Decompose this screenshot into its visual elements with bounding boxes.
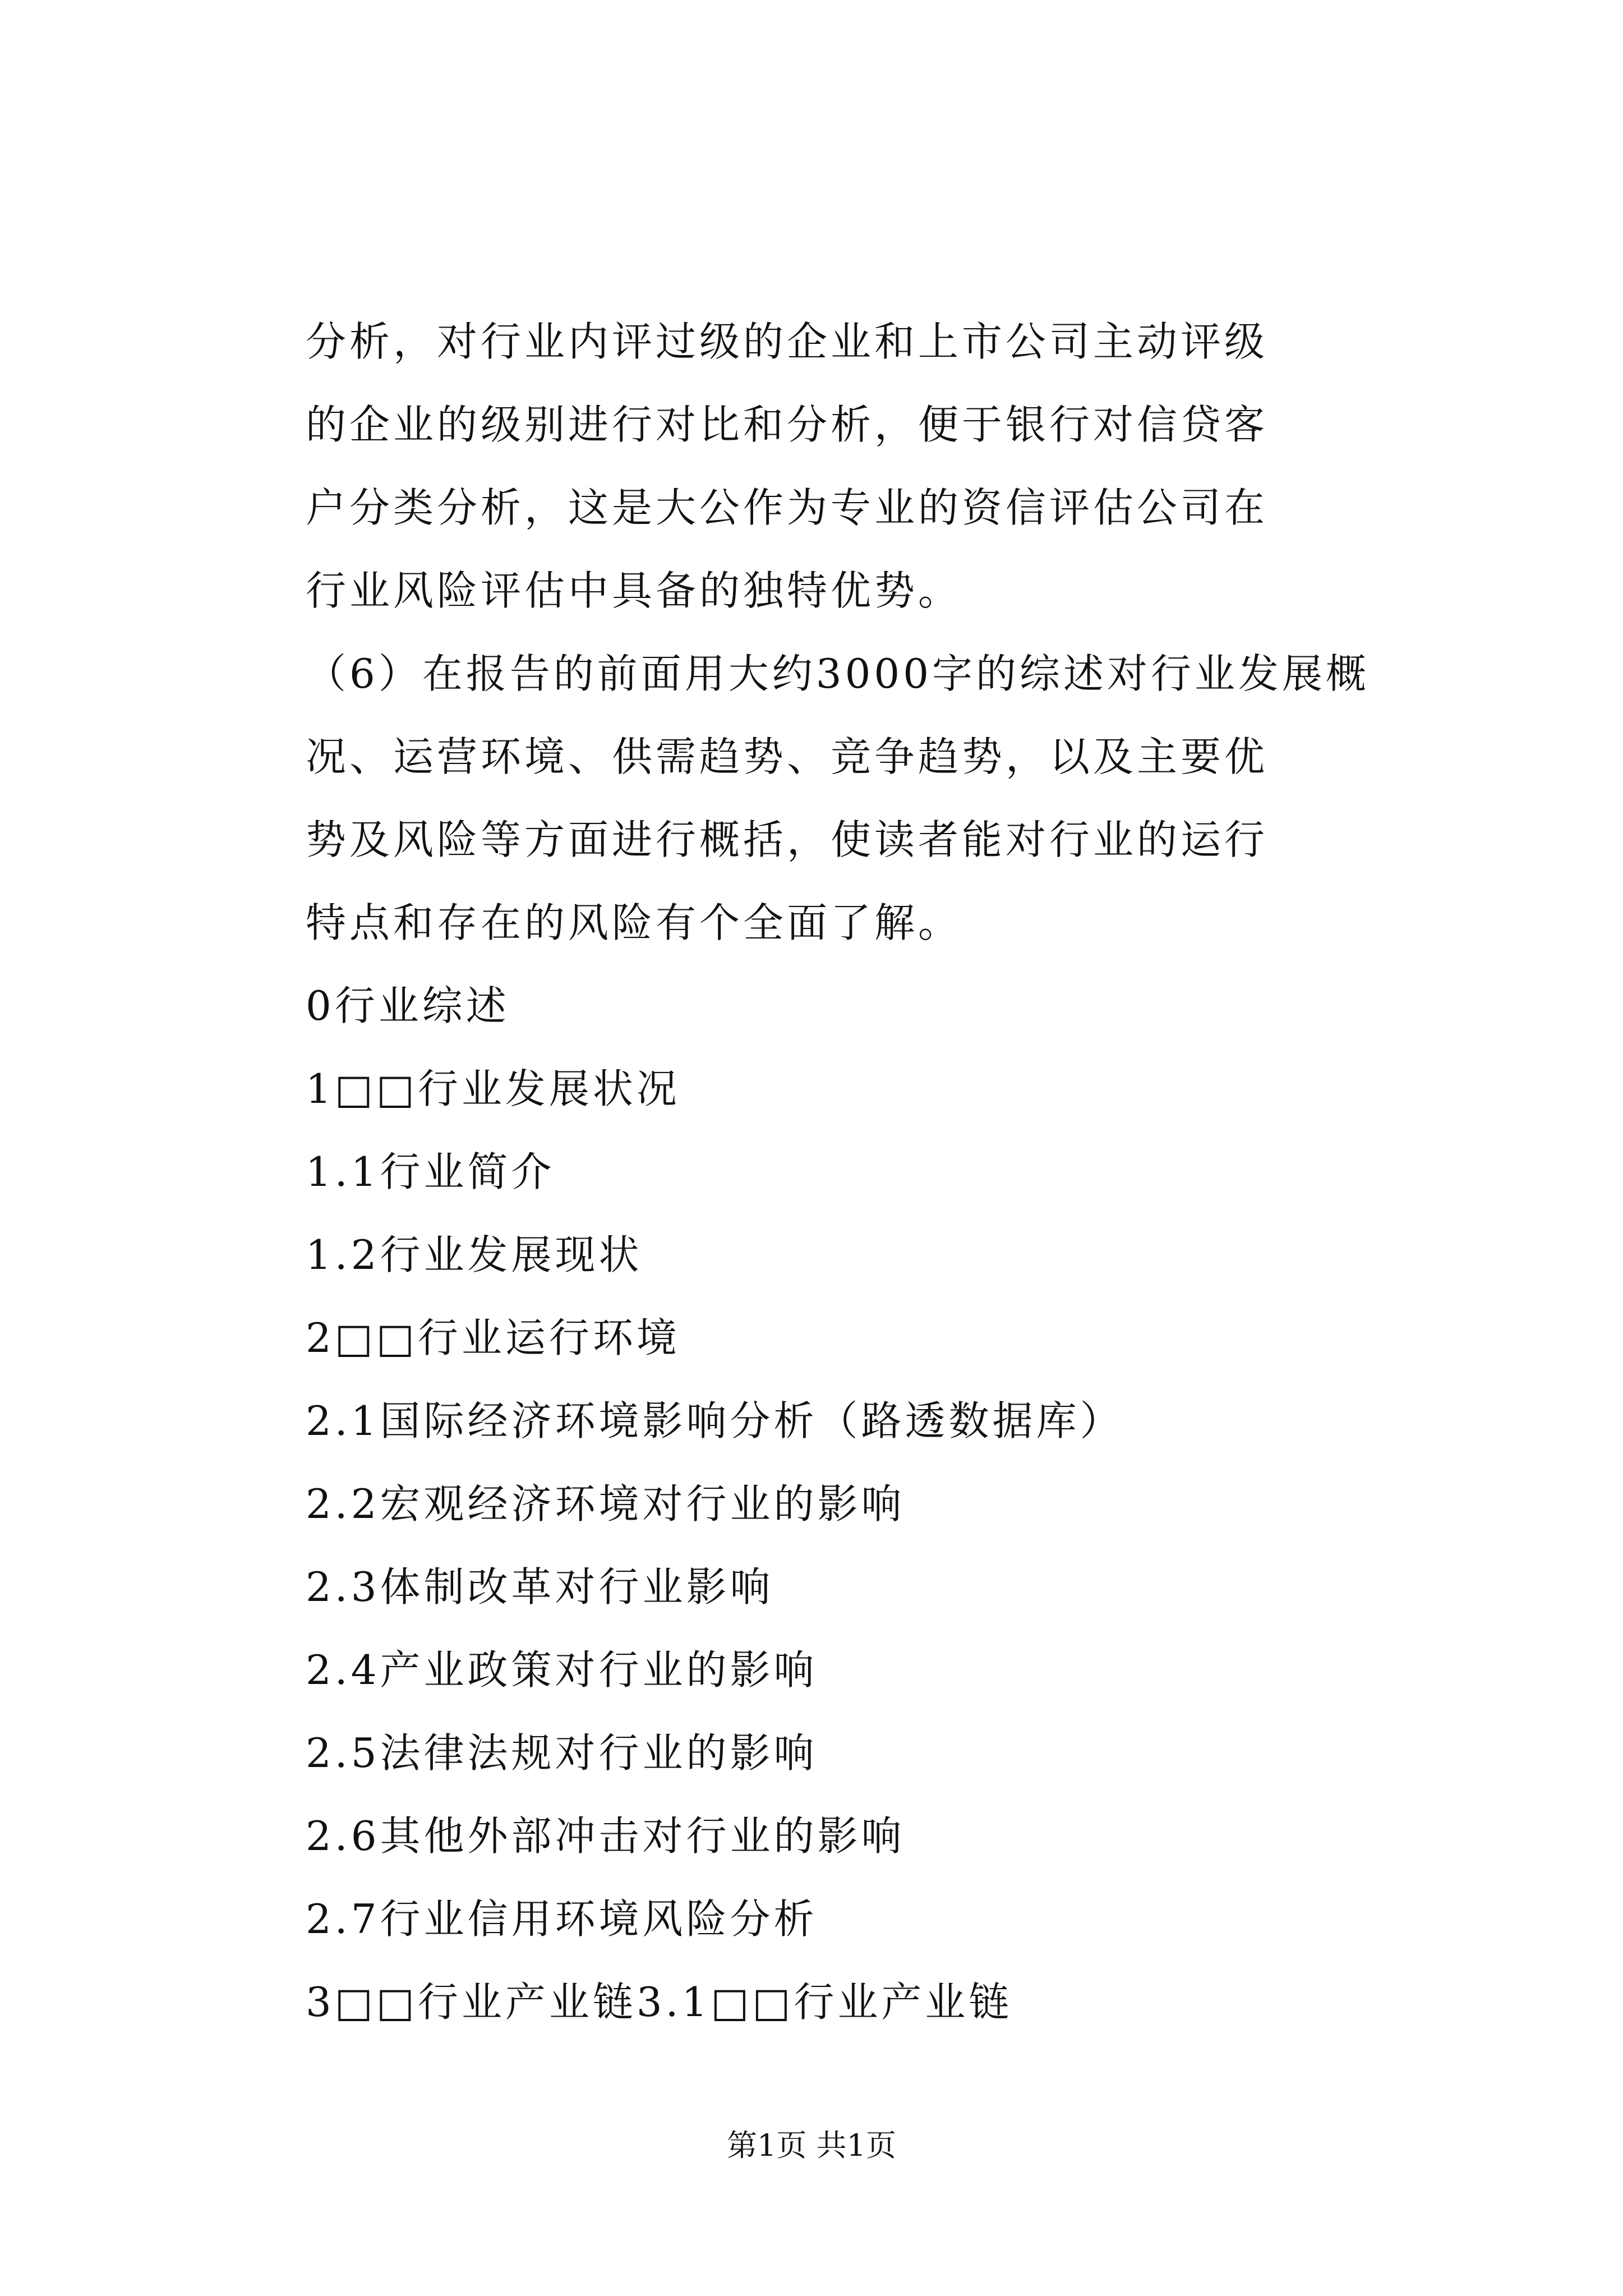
- outline-item: 2.3体制改革对行业影响: [306, 1563, 774, 1611]
- outline-heading: 0行业综述: [306, 982, 510, 1029]
- outline-item: 1.1行业简介: [306, 1148, 555, 1195]
- page-footer: 第1页 共1页: [727, 2128, 896, 2163]
- text-line: 的企业的级别进行对比和分析，便于银行对信贷客: [306, 401, 1269, 448]
- outline-heading: 2□□行业运行环境: [306, 1314, 680, 1361]
- outline-item: 2.5法律法规对行业的影响: [306, 1729, 818, 1777]
- outline-item: 2.6其他外部冲击对行业的影响: [306, 1812, 905, 1860]
- text-line: 况、运营环境、供需趋势、竞争趋势，以及主要优: [306, 733, 1269, 780]
- text-line: 户分类分析，这是大公作为专业的资信评估公司在: [306, 484, 1269, 531]
- text-line: 分析，对行业内评过级的企业和上市公司主动评级: [306, 318, 1269, 365]
- document-body: [306, 300, 1371, 2044]
- outline-item: 2.4产业政策对行业的影响: [306, 1646, 818, 1694]
- outline-item: 1.2行业发展现状: [306, 1231, 643, 1278]
- outline-item: 2.7行业信用环境风险分析: [306, 1895, 818, 1943]
- outline-item: 2.1国际经济环境影响分析（路透数据库）: [306, 1397, 1124, 1444]
- text-line: （6）在报告的前面用大约3000字的综述对行业发展概: [306, 650, 1370, 697]
- text-line: 行业风险评估中具备的独特优势。: [306, 567, 962, 614]
- text-line: 特点和存在的风险有个全面了解。: [306, 899, 962, 946]
- outline-heading: 3□□行业产业链3.1□□行业产业链: [306, 1978, 1013, 2026]
- outline-item: 2.2宏观经济环境对行业的影响: [306, 1480, 905, 1527]
- outline-heading: 1□□行业发展状况: [306, 1065, 680, 1112]
- text-line: 势及风险等方面进行概括，使读者能对行业的运行: [306, 816, 1269, 863]
